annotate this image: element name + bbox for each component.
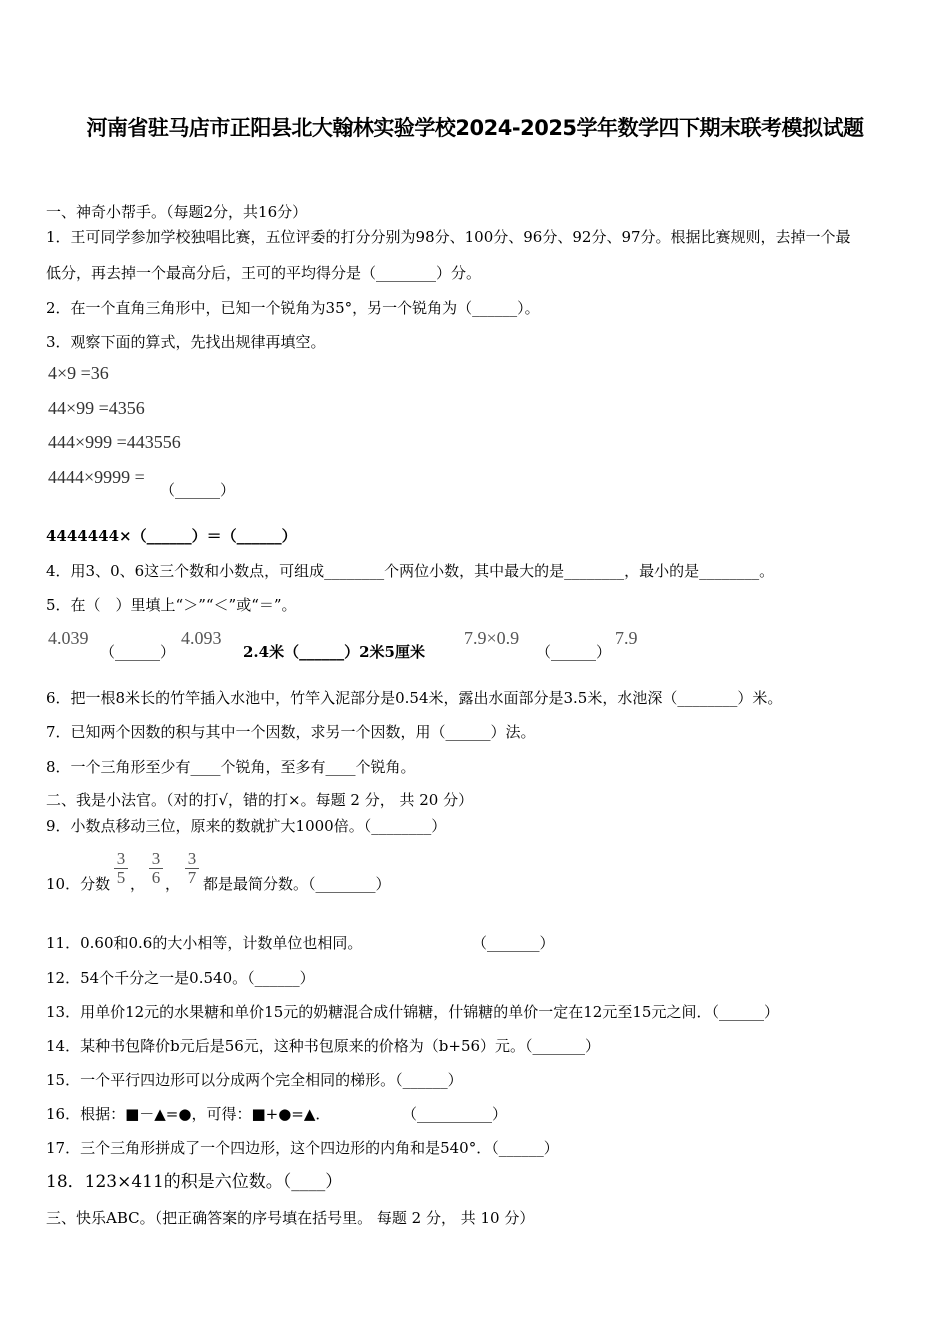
question-3: 3．观察下面的算式，先找出规律再填空。 bbox=[46, 333, 326, 351]
question-15: 15．一个平行四边形可以分成两个完全相同的梯形。（______） bbox=[46, 1071, 463, 1089]
question-5: 5．在（ ）里填上“＞”“＜”或“＝”。 bbox=[46, 596, 297, 614]
question-10-suffix: 都是最简分数。（________） bbox=[203, 875, 391, 893]
question-1: 1．王可同学参加学校独唱比赛，五位评委的打分分别为98分、100分、96分、92分、97分。根据比赛规则，去掉一个最 bbox=[46, 228, 851, 246]
question-4: 4．用3、0、6这三个数和小数点，可组成________个两位小数，其中最大的是________，最小的是________。 bbox=[46, 562, 775, 580]
question-2: 2．在一个直角三角形中，已知一个锐角为35°，另一个锐角为（______）。 bbox=[46, 299, 540, 317]
compare-length: 2.4米（______）2米5厘米 bbox=[243, 643, 425, 661]
comma: ， bbox=[130, 875, 146, 893]
question-9: 9．小数点移动三位，原来的数就扩大1000倍。（________） bbox=[46, 817, 447, 835]
question-17: 17．三个三角形拼成了一个四边形，这个四边形的内角和是540°．（______） bbox=[46, 1139, 559, 1157]
fraction-3-5: $\frac{3}{5}$ bbox=[114, 850, 128, 887]
question-7: 7．已知两个因数的积与其中一个因数，求另一个因数，用（______）法。 bbox=[46, 723, 536, 741]
question-8: 8．一个三角形至少有____个锐角，至多有____个锐角。 bbox=[46, 758, 416, 776]
question-10-prefix: 10．分数 bbox=[46, 875, 111, 893]
equation-2: 44×99 =4356 bbox=[48, 398, 145, 418]
equation-3: 444×999 =443556 bbox=[48, 432, 181, 452]
equation-1: 4×9 =36 bbox=[48, 363, 109, 383]
equation-5: 4444444×（______）＝（______） bbox=[46, 527, 297, 545]
question-13: 13．用单价12元的水果糖和单价15元的奶糖混合成什锦糖，什锦糖的单价一定在12元至15元之间．（______） bbox=[46, 1003, 779, 1021]
question-14: 14．某种书包降价b元后是56元，这种书包原来的价格为（b+56）元。（_______） bbox=[46, 1037, 601, 1055]
compare-c2: 7.9 bbox=[615, 628, 638, 648]
question-1-cont: 低分，再去掉一个最高分后，王可的平均得分是（________）分。 bbox=[46, 264, 482, 282]
question-12: 12．54个千分之一是0.540。（______） bbox=[46, 969, 315, 987]
question-16: 16．根据：■－▲=●，可得：■+●=▲． bbox=[46, 1105, 331, 1123]
compare-a1: 4.039 bbox=[48, 628, 89, 648]
fraction-3-7: $\frac{3}{7}$ bbox=[185, 850, 199, 887]
question-6: 6．把一根8米长的竹竿插入水池中，竹竿入泥部分是0.54米，露出水面部分是3.5米，水池深（________）米。 bbox=[46, 689, 783, 707]
section-3-heading: 三、快乐ABC。（把正确答案的序号填在括号里。 每题 2 分， 共 10 分） bbox=[46, 1209, 535, 1227]
compare-a2: 7.9×0.9 bbox=[464, 628, 520, 648]
question-11-blank[interactable]: （_______） bbox=[472, 934, 555, 952]
section-2-heading: 二、我是小法官。（对的打√，错的打×。每题 2 分， 共 20 分） bbox=[46, 791, 474, 809]
comma: ， bbox=[165, 875, 181, 893]
question-11: 11．0.60和0.6的大小相等，计数单位也相同。 bbox=[46, 934, 363, 952]
question-16-blank[interactable]: （__________） bbox=[402, 1105, 508, 1123]
compare-blank-1[interactable]: （______） bbox=[100, 643, 176, 661]
question-18: 18．123×411的积是六位数。（____） bbox=[46, 1172, 343, 1192]
compare-c1: 4.093 bbox=[181, 628, 222, 648]
section-1-heading: 一、神奇小帮手。（每题2分，共16分） bbox=[46, 203, 308, 221]
page-title: 河南省驻马店市正阳县北大翰林实验学校2024-2025学年数学四下期末联考模拟试题 bbox=[86, 116, 864, 140]
equation-4-blank[interactable]: （______） bbox=[160, 481, 236, 499]
fraction-3-6: $\frac{3}{6}$ bbox=[149, 850, 163, 887]
equation-4: 4444×9999 = bbox=[48, 467, 145, 487]
compare-blank-2[interactable]: （______） bbox=[536, 643, 612, 661]
